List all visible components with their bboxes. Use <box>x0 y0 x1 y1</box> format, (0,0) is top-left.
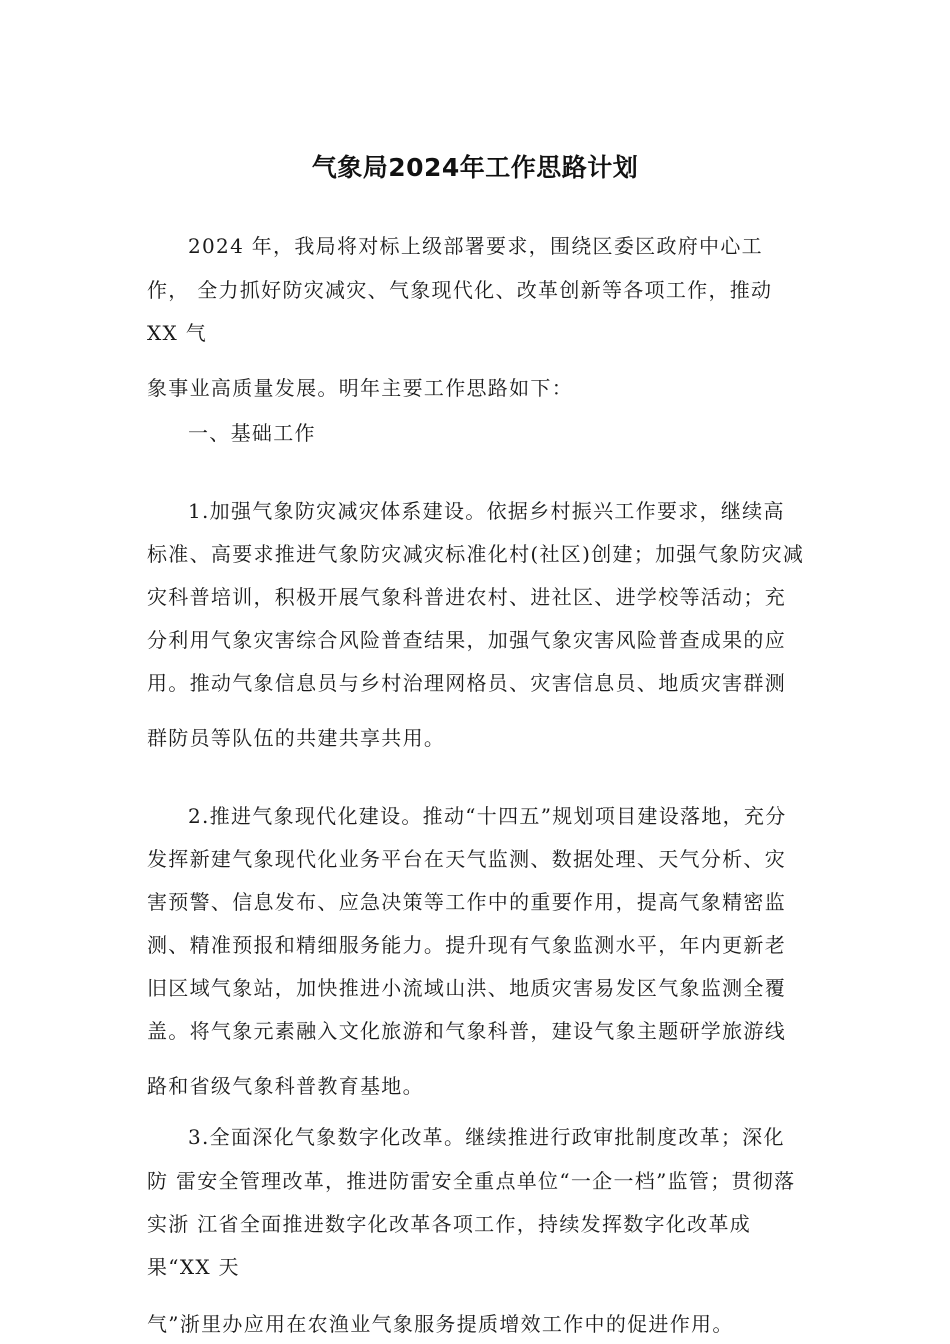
paragraph-line: 象事业高质量发展。明年主要工作思路如下： <box>147 376 573 400</box>
paragraph-line: 3.全面深化气象数字化改革。继续推进行政审批制度改革；深化 <box>188 1125 785 1149</box>
paragraph-line: 标准、高要求推进气象防灾减灾标准化村(社区)创建；加强气象防灾减 <box>147 542 805 566</box>
paragraph-line: 用。推动气象信息员与乡村治理网格员、灾害信息员、地质灾害群测 <box>147 671 786 695</box>
paragraph-line: 防 雷安全管理改革，推进防雷安全重点单位“一企一档”监管；贯彻落 <box>147 1169 796 1193</box>
section-heading: 一、基础工作 <box>188 421 316 445</box>
paragraph-line: 气”浙里办应用在农渔业气象服务提质增效工作中的促进作用。 <box>147 1312 734 1336</box>
paragraph-line: 灾科普培训，积极开展气象科普进农村、进社区、进学校等活动；充 <box>147 585 786 609</box>
document-title: 气象局2024年工作思路计划 <box>311 153 639 182</box>
paragraph-line: 发挥新建气象现代化业务平台在天气监测、数据处理、天气分析、灾 <box>147 847 786 871</box>
paragraph-line: 作， 全力抓好防灾减灾、气象现代化、改革创新等各项工作，推动 <box>147 278 773 302</box>
paragraph-line: 1.加强气象防灾减灾体系建设。依据乡村振兴工作要求，继续高 <box>188 499 785 523</box>
paragraph-line: 2024 年，我局将对标上级部署要求，围绕区委区政府中心工 <box>188 234 763 258</box>
paragraph-line: 分利用气象灾害综合风险普查结果，加强气象灾害风险普查成果的应 <box>147 628 786 652</box>
paragraph-line: 果“XX 天 <box>147 1255 240 1279</box>
paragraph-line: XX 气 <box>147 321 208 345</box>
paragraph-line: 害预警、信息发布、应急决策等工作中的重要作用，提高气象精密监 <box>147 890 786 914</box>
paragraph-line: 群防员等队伍的共建共享共用。 <box>147 726 446 750</box>
paragraph-line: 路和省级气象科普教育基地。 <box>147 1074 424 1098</box>
paragraph-line: 旧区域气象站，加快推进小流域山洪、地质灾害易发区气象监测全覆 <box>147 976 786 1000</box>
paragraph-line: 盖。将气象元素融入文化旅游和气象科普，建设气象主题研学旅游线 <box>147 1019 786 1043</box>
paragraph-line: 测、精准预报和精细服务能力。提升现有气象监测水平，年内更新老 <box>147 933 786 957</box>
paragraph-line: 2.推进气象现代化建设。推动“十四五”规划项目建设落地，充分 <box>188 804 787 828</box>
paragraph-line: 实浙 江省全面推进数字化改革各项工作，持续发挥数字化改革成 <box>147 1212 752 1236</box>
